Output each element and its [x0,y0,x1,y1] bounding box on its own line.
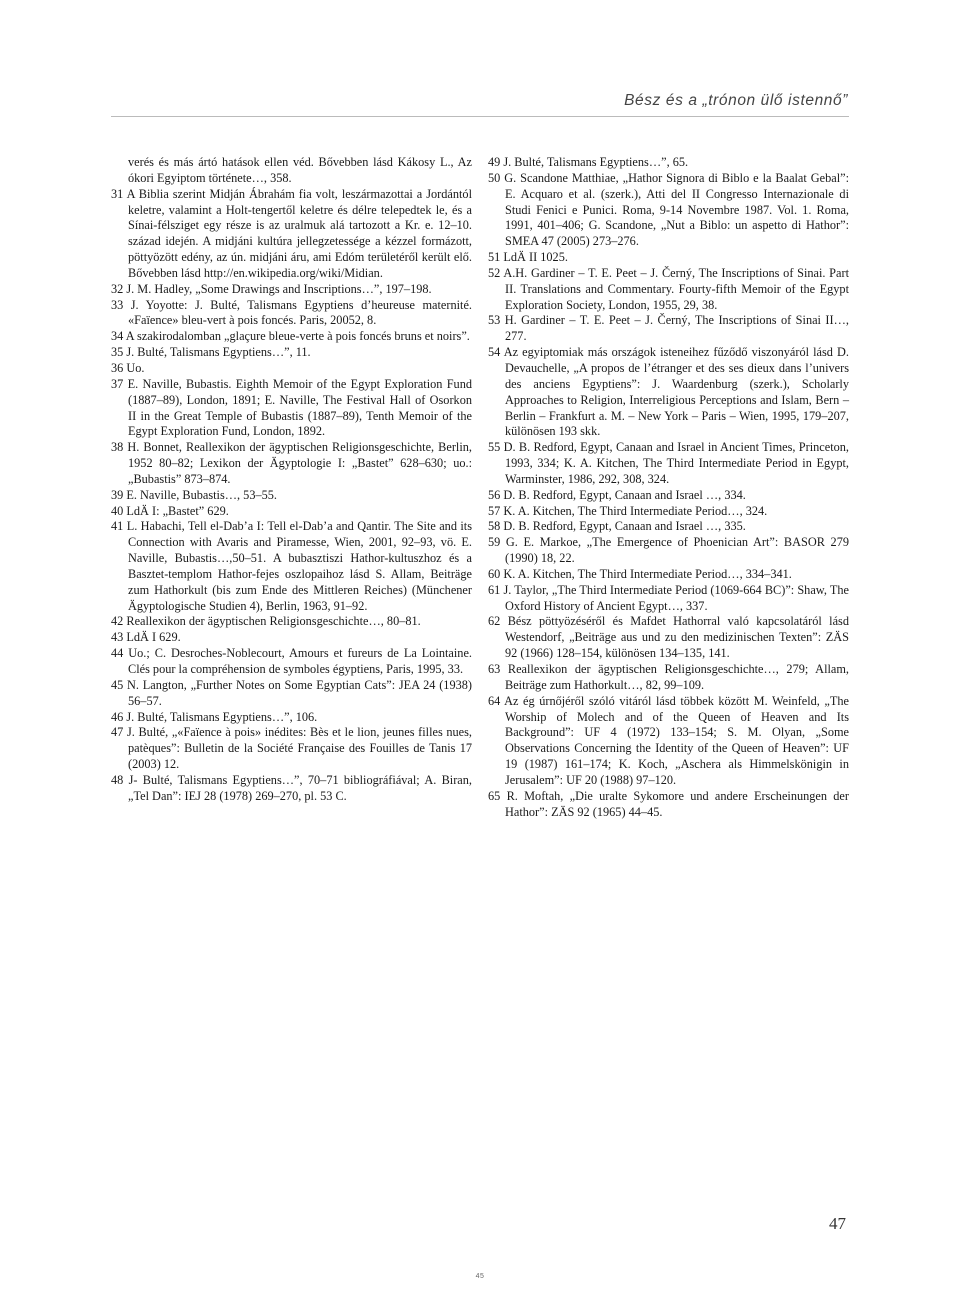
footnote-53: 53 H. Gardiner – T. E. Peet – J. Černý, The Inscriptions of Sinai II…, 277. [488,313,849,344]
footnote-44: 44 Uo.; C. Desroches-Noblecourt, Amours et fureurs de La Lointaine. Clés pour la compréhension de symboles égyptiens, Paris, 1995, 33. [111,646,472,676]
footnote-57: 57 K. A. Kitchen, The Third Intermediate Period…, 324. [488,503,768,518]
footnotes-right-column [488,155,849,820]
footnotes-left-column [111,155,472,805]
footnote-61: 61 J. Taylor, „The Third Intermediate Period (1069-664 BC)”: Shaw, The Oxford History of Ancient Egypt…, 337. [488,582,849,613]
footnote-49: 49 J. Bulté, Talismans Egyptiens…”, 65. [488,155,689,169]
footnote-32: 32 J. M. Hadley, „Some Drawings and Inscriptions…”, 197–198. [111,281,432,296]
footnote-41: 41 L. Habachi, Tell el-Dab’a I: Tell el-Dab’a and Qantir. The Site and its Connection with Avaris and Piramesse, Wien, 2001, 92–93, vö. E. Naville, Bubastis…,50–51. A bubasztiszi Hathor-kultuszhoz és a Basztet-templom Hathor-fejes oszlopaihoz lásd S. Allam, Beiträge zum Hathorkult (bis zum Ende des Mittleren Reiches) (Münchener Ägyptologische Studien 4), Berlin, 1963, 91–92. [111,519,472,613]
footnote-64: 64 Az ég úrnőjéről szóló vitáról lásd többek között M. Weinfeld, „The Worship of Molech and of the Queen of Heaven and Its Background”: UF 4 (1972) 133–154; S. M. Olyan, „Some Observations Concerning the Identity of the Queen of Heaven”: UF 19 (1987) 161–174; K. Koch, „Aschera als Himmelskönigin in Jerusalem”: UF 20 (1988) 97–120. [488,693,849,787]
footnote-51: 51 LdÄ II 1025. [488,250,568,265]
footnote-47: 47 J. Bulté, „«Faïence à pois» inédites: Bès et le lion, jeunes filles nues, patèques”: Bulletin de la Société Française des Fouilles de Tanis 17 (2003) 12. [111,725,472,772]
footnote-55: 55 D. B. Redford, Egypt, Canaan and Israel in Ancient Times, Princeton, 1993, 334; K. A. Kitchen, The Third Intermediate Period in Egypt, Warminster, 1986, 292, 308, 324. [488,440,849,486]
footnote-60: 60 K. A. Kitchen, The Third Intermediate Period…, 334–341. [488,566,792,581]
footnote-35: 35 J. Bulté, Talismans Egyptiens…”, 11. [111,345,311,360]
footnote-30-continuation: verés és más ártó hatások ellen véd. Bővebben lásd Kákosy L., Az ókori Egyiptom története…, 358. [128,155,472,185]
running-title: Bész és a „trónon ülő istennő” [624,92,848,109]
footnote-42: 42 Reallexikon der ägyptischen Religionsgeschichte…, 80–81. [111,614,421,629]
footnote-54: 54 Az egyiptomiak más országok isteneihez fűződő viszonyáról lásd D. Devauchelle, „A propos de l’étranger et des ses dieux dans l’univers des anciens Egyptiens”: J. Waardenburg (szerk.), Scholarly Approaches to Religion, Interreligious Perceptions and Islam, Bern – Berlin – Frankfurt a. M. – New York – Paris – Wien, 1995, 179–207, különösen 193 skk. [488,345,849,439]
page-number: 47 [829,1214,846,1233]
footnote-45: 45 N. Langton, „Further Notes on Some Egyptian Cats”: JEA 24 (1938) 56–57. [111,677,472,708]
footnote-52: 52 A.H. Gardiner – T. E. Peet – J. Černý, The Inscriptions of Sinai. Part II. Translations and Commentary. Fourty-fifth Memoir of the Egypt Exploration Society, London, 1955, 29, 38. [488,265,849,312]
footnote-33: 33 J. Yoyotte: J. Bulté, Talismans Egyptiens d’heureuse maternité. «Faïence» bleu-vert à pois foncés. Paris, 20052, 8. [111,297,472,328]
sheet-number: 45 [475,1273,485,1280]
footnote-56: 56 D. B. Redford, Egypt, Canaan and Israel …, 334. [488,487,746,502]
header-rule [111,116,849,117]
footnote-62: 62 Bész pöttyözéséről és Mafdet Hathorral való kapcsolatáról lásd Westendorf, „Beiträge aus und zu den medizinischen Texten”: ZÄS 92 (1966) 128–154, különösen 134–135, 141. [488,614,849,661]
footnote-43: 43 LdÄ I 629. [111,630,181,645]
footnote-50: 50 G. Scandone Matthiae, „Hathor Signora di Biblo e la Baalat Gebal”: E. Acquaro et al. (szerk.), Atti del II Congresso Internazionale di Studi Fenici e Punici. Roma, 9-14 Novembre 1987. Vol. 1. Roma, 1991, 401–406; G. Scandone, „Nut a Biblo: un aspetto di Hathor”: SMEA 47 (2005) 273–276. [488,170,849,249]
footnote-65: 65 R. Moftah, „Die uralte Sykomore und andere Erscheinungen der Hathor”: ZÄS 92 (1965) 44–45. [488,788,849,819]
footnote-36: 36 Uo. [111,360,145,375]
footnote-39: 39 E. Naville, Bubastis…, 53–55. [111,487,277,502]
footnote-59: 59 G. E. Markoe, „The Emergence of Phoenician Art”: BASOR 279 (1990) 18, 22. [488,535,849,566]
footnote-38: 38 H. Bonnet, Reallexikon der ägyptischen Religionsgeschichte, Berlin, 1952 80–82; Lexikon der Ägyptologie I: „Bastet” 628–630; uo.: „Bubastis” 873–874. [111,440,472,486]
footnote-37: 37 E. Naville, Bubastis. Eighth Memoir of the Egypt Exploration Fund (1887–89), London, 1891; E. Naville, The Festival Hall of Osorkon II in the Great Temple of Bubastis (1887–89), Tenth Memoir of the Egypt Exploration Fund, London, 1892. [111,376,472,439]
footnote-31: 31 A Biblia szerint Midján Ábrahám fia volt, leszármazottai a Jordántól keletre, valamint a Holt-tengertől keletre és délre telepedtek le, és a Sínai-félsziget egy része is az uralmuk alá tartozott a Kr. e. 12–10. század idején. A midjáni kultúra jellegzetessége a kézzel formázott, pöttyözött edény, az ún. midjáni áru, ami Edóm területéről került elő. Bővebben lásd http://en.wikipedia.org/wiki/Midian. [111,186,472,280]
footnote-40: 40 LdÄ I: „Bastet” 629. [111,503,229,518]
footnote-48: 48 J- Bulté, Talismans Egyptiens…”, 70–71 bibliográfiával; A. Biran, „Tel Dan”: IEJ 28 (1978) 269–270, pl. 53 C. [111,772,472,803]
footnote-34: 34 A szakirodalomban „glaçure bleue-verte à pois foncés bruns et noirs”. [111,329,470,344]
footnote-58: 58 D. B. Redford, Egypt, Canaan and Israel …, 335. [488,519,746,534]
footnote-63: 63 Reallexikon der ägyptischen Religionsgeschichte…, 279; Allam, Beiträge zum Hathorkult…, 82, 99–109. [488,662,849,692]
footnote-46: 46 J. Bulté, Talismans Egyptiens…”, 106. [111,709,318,724]
